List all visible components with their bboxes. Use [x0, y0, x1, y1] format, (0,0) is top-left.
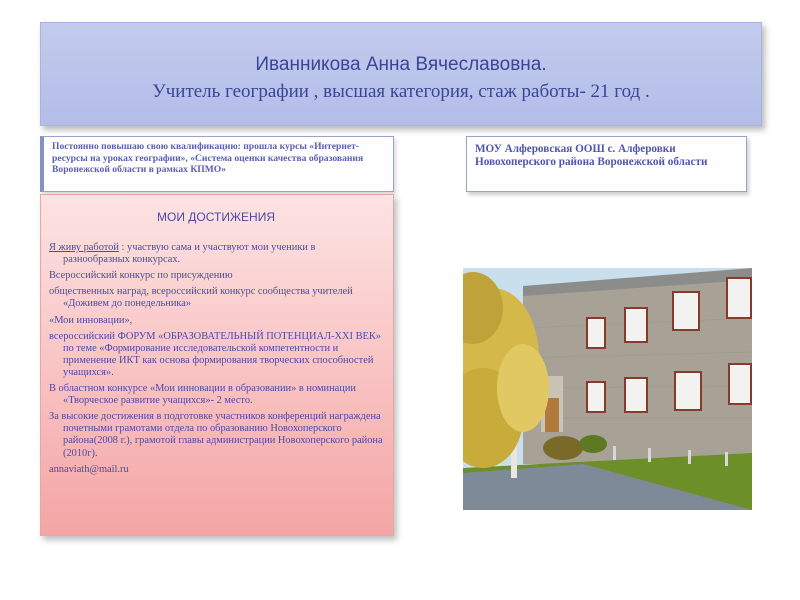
achievement-item: В областном конкурсе «Мои инновации в образовании» в номинации «Творческое развитие учащихся»- 2 место. — [49, 383, 356, 407]
intro-underlined: Я живу работой — [49, 242, 119, 254]
title-banner — [40, 22, 762, 126]
achievements-title: МОИ ДОСТИЖЕНИЯ — [156, 210, 275, 224]
qualification-text: Постоянно повышаю свою квалификацию: прошла курсы «Интернет-ресурсы на уроках географии», «Система оценки качества образования Воронежской области в рамках КПМО» — [52, 141, 364, 175]
school-building-illustration — [463, 268, 752, 510]
qualification-box — [40, 136, 394, 192]
achievement-item: За высокие достижения в подготовке учаcтников конференций награждена почетными грамотами отдела по образованию Новохоперского района(2008 г.), грамотой главы администрации Новохоперского района (2010г). — [49, 411, 383, 459]
school-text: МОУ Алферовская ООШ с. Алферовки Новохоперского района Воронежской области — [475, 143, 708, 168]
school-box — [466, 136, 747, 192]
achievement-item: всероссийский ФОРУМ «ОБРАЗОВАТЕЛЬНЫЙ ПОТЕНЦИАЛ-XXI ВЕК» по теме «Формирование исследовательской компетентности и применение ИКТ как основа формирования творческих способностей учащихся». — [49, 330, 381, 378]
achievements-box — [40, 194, 394, 536]
teacher-name: Иванникова Анна Вячеславовна. — [255, 54, 547, 75]
achievements-intro — [49, 242, 383, 266]
intro-rest: : участвую сама и участвуют мои ученики в разнообразных конкурсах. — [63, 242, 316, 266]
achievement-item: «Мои инновации», — [49, 314, 133, 326]
teacher-subtitle: Учитель географии , высшая категория, стаж работы- 21 год . — [152, 81, 650, 102]
achievement-item: общественных наград, всероссийский конкурс сообщества учителей «Доживем до понедельника» — [49, 286, 353, 310]
achievement-item: Всероссийский конкурс по присуждению — [49, 270, 233, 282]
email-link[interactable]: annaviath@mail.ru — [49, 463, 129, 475]
school-building-photo — [463, 268, 752, 510]
